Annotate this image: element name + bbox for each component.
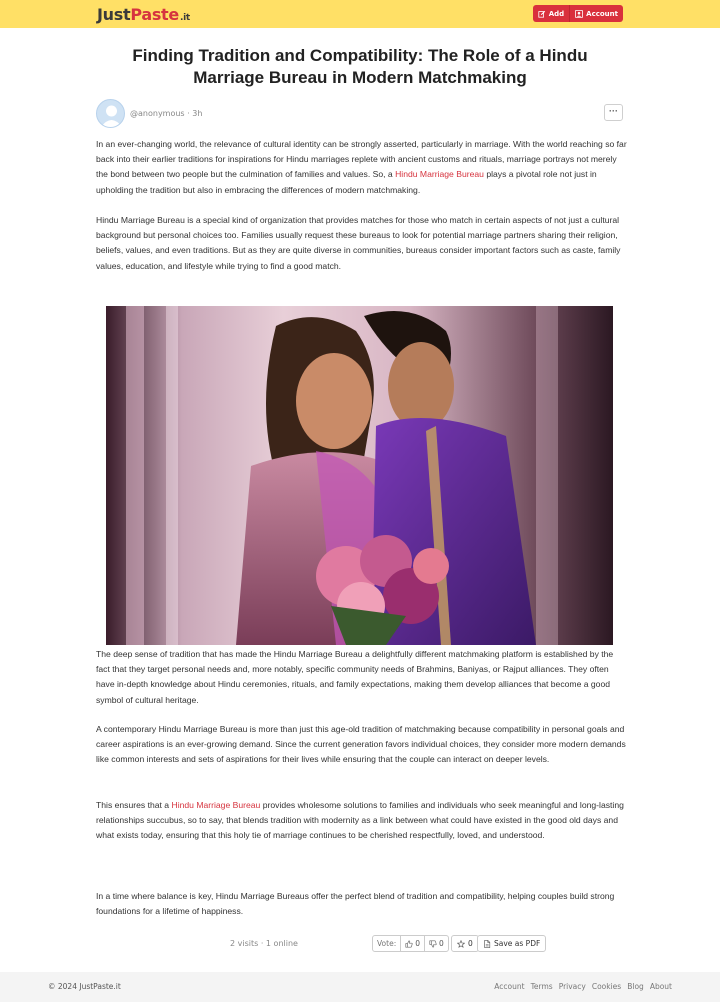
author-meta: @anonymous · 3h <box>130 108 203 118</box>
paragraph-5-text-b: provides wholesome solutions to families and individuals who seek meaningful and long-lasting relationships succubus, so to say, that blends tradition with modernity as a link between what could have existed in the good old days and what exists today, ensuring that this holy tie of marriage continues to be cherished respectfully, loved, and understood. <box>96 800 624 841</box>
add-label: Add <box>548 9 565 18</box>
page-title: Finding Tradition and Compatibility: The Role of a Hindu Marriage Bureau in Modern Matchmaking <box>132 46 588 87</box>
logo-just: Just <box>97 5 131 24</box>
pdf-file-icon <box>483 940 491 948</box>
footer-link-terms[interactable]: Terms <box>530 982 553 991</box>
favorite-button[interactable] <box>451 935 479 952</box>
paragraph-2: Hindu Marriage Bureau is a special kind of organization that provides matches for those who match in certain aspects of not just a cultural background but personal choices too. Families usually request these bureaus to look for potential marriage partners sharing their religion, beliefs, values, and even traditions. But as they are quite diverse in communities, bureaus consider important factors such as caste, family values, education, and lifestyle while trying to find a good match. <box>96 215 621 271</box>
paragraph-6: In a time where balance is key, Hindu Marriage Bureaus offer the perfect blend of tradition and compatibility, helping couples build strong foundations for a lifetime of happiness. <box>96 891 615 917</box>
paragraph-1-text-b: plays a pivotal role not just in upholding the tradition but also in embracing the differences of modern matchmaking. <box>96 169 597 195</box>
top-actions <box>533 5 623 22</box>
paragraph-1-text-a: In an ever-changing world, the relevance of cultural identity can be strongly asserted, particularly in marriage. With the world reaching so far back into their earlier traditions for inspirations for Hindu marriages replete with ancient customs and rituals, marriage portrays not merely the bond between two people but the culmination of families and values. So, a <box>96 139 627 180</box>
account-button[interactable] <box>569 5 623 22</box>
footer-link-account[interactable]: Account <box>494 982 525 991</box>
couple-photo-image <box>106 306 613 645</box>
paragraph-1 <box>96 137 628 198</box>
thumbs-down-icon <box>429 940 437 948</box>
footer-link-cookies[interactable]: Cookies <box>591 982 622 991</box>
hindu-marriage-bureau-link-1[interactable]: Hindu Marriage Bureau <box>395 169 484 180</box>
vote-down-button[interactable] <box>424 936 448 951</box>
vote-group <box>372 935 449 952</box>
more-options-button[interactable]: ··· <box>604 104 623 121</box>
vote-up-button[interactable] <box>400 936 424 951</box>
edit-icon <box>538 10 546 18</box>
save-pdf-button[interactable] <box>477 935 546 952</box>
visit-stats: 2 visits · 1 online <box>230 939 298 948</box>
footer-link-blog[interactable]: Blog <box>627 982 644 991</box>
footer-links <box>494 982 672 991</box>
paragraph-5 <box>96 798 628 844</box>
footer-link-privacy[interactable]: Privacy <box>558 982 586 991</box>
logo-paste: Paste <box>130 5 179 24</box>
logo[interactable] <box>97 5 190 24</box>
author-row <box>96 98 202 128</box>
hindu-marriage-bureau-link-2[interactable]: Hindu Marriage Bureau <box>171 800 261 810</box>
vote-up-count: 0 <box>415 939 420 948</box>
favorite-count: 0 <box>468 939 473 948</box>
paragraph-3: The deep sense of tradition that has made the Hindu Marriage Bureau a delightfully different matchmaking platform is established by the fact that they target personal needs and, more notably, specific community needs of Brahmins, Baniyas, or Rajput alliances. They often have in-depth knowledge about Hindu ceremonies, rituals, and family expectations, making them develop alliances that become a good symbol of cultural heritage. <box>96 649 614 705</box>
footer <box>0 972 720 1002</box>
paragraph-4: A contemporary Hindu Marriage Bureau is more than just this age-old tradition of matchmaking because compatibility in personal goals and career aspirations is an ever-growing demand. Since the current generation favors individual choices, they consider more modern demands like common interests and sets of aspirations for their lives while ensuring that the couple can interact on deeper levels. <box>96 724 626 765</box>
logo-tld: .it <box>179 13 190 23</box>
add-button[interactable] <box>533 5 569 22</box>
save-pdf-label: Save as PDF <box>494 939 541 948</box>
top-bar <box>0 0 720 28</box>
paragraph-5-text-a: This ensures that a <box>96 800 172 810</box>
thumbs-up-icon <box>405 940 413 948</box>
vote-label: Vote: <box>377 939 397 948</box>
user-icon <box>575 10 583 18</box>
star-icon <box>457 940 465 948</box>
account-label: Account <box>586 9 618 18</box>
avatar-icon <box>97 100 125 128</box>
vote-down-count: 0 <box>439 939 444 948</box>
avatar <box>96 99 125 128</box>
couple-photo <box>106 306 613 645</box>
footer-link-about[interactable]: About <box>649 982 672 991</box>
copyright: © 2024 JustPaste.it <box>48 982 121 991</box>
